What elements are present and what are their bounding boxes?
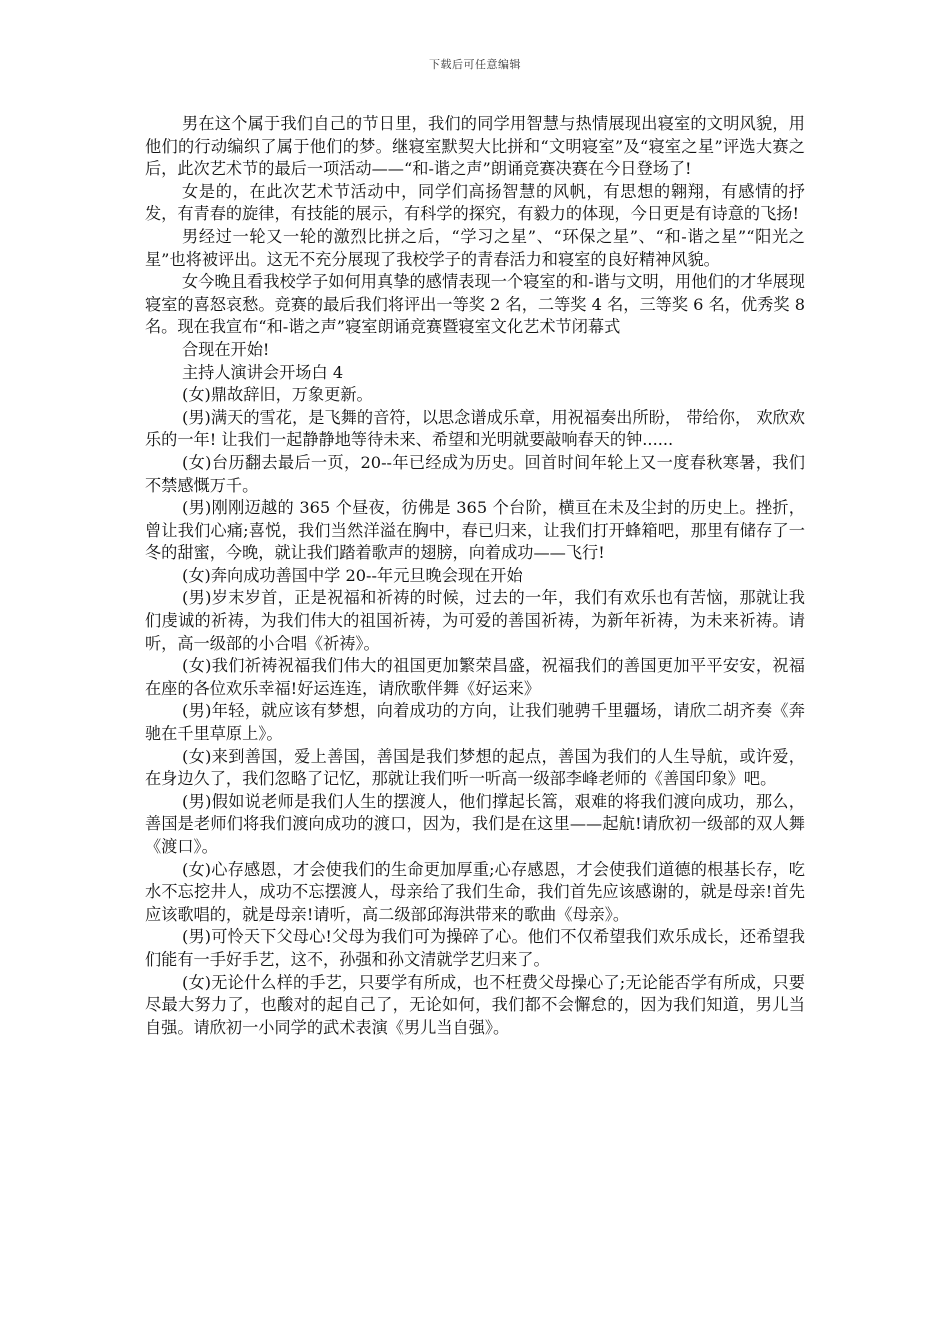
paragraph: (男)假如说老师是我们人生的摆渡人，他们撑起长篙，艰难的将我们渡向成功，那么，善国是老师们将我们渡向成功的渡口，因为，我们是在这里——起航!请欣初一级部的双人舞《渡口》。 <box>145 791 805 856</box>
paragraph: (女)我们祈祷祝福我们伟大的祖国更加繁荣昌盛，祝福我们的善国更加平平安安，祝福在座的各位欢乐幸福!好运连连，请欣歌伴舞《好运来》 <box>145 656 805 698</box>
paragraph: 女是的，在此次艺术节活动中，同学们高扬智慧的风帆，有思想的翱翔，有感情的抒发，有青春的旋律，有技能的展示，有科学的探究，有毅力的体现，今日更是有诗意的飞扬! <box>145 181 805 224</box>
paragraph: 男经过一轮又一轮的激烈比拼之后，“学习之星”、“环保之星”、“和-谐之星”“阳光之星”也将被评出。这无不充分展现了我校学子的青春活力和寝室的良好精神风貌。 <box>145 226 805 269</box>
paragraph: (男)刚刚迈越的 365 个昼夜，彷佛是 365 个台阶，横亘在未及尘封的历史上。挫折，曾让我们心痛;喜悦，我们当然洋溢在胸中，春已归来，让我们打开蜂箱吧，那里有储存了一冬的甜蜜，今晚，就让我们踏着歌声的翅膀，向着成功——飞行! <box>145 498 805 563</box>
paragraph: (男)满天的雪花，是飞舞的音符，以思念谱成乐章，用祝福奏出所盼， 带给你， 欢欣欢乐的一年! 让我们一起静静地等待未来、希望和光明就要敲响春天的钟...... <box>145 407 805 450</box>
paragraph: (女)奔向成功善国中学 20--年元旦晚会现在开始 <box>182 565 523 585</box>
paragraph: (女)来到善国，爱上善国，善国是我们梦想的起点，善国为我们的人生导航，或许爱，在身边久了，我们忽略了记忆，那就让我们听一听高一级部李峰老师的《善国印象》吧。 <box>145 746 805 789</box>
page-header: 下载后可任意编辑 <box>429 58 521 71</box>
paragraph: (男)年轻，就应该有梦想，向着成功的方向，让我们驰骋千里疆场，请欣二胡齐奏《奔驰在千里草原上》。 <box>145 701 805 744</box>
paragraph: (男)可怜天下父母心!父母为我们可为操碎了心。他们不仅希望我们欢乐成长，还希望我们能有一手好手艺，这不，孙强和孙文清就学艺归来了。 <box>145 927 805 969</box>
paragraph: 合现在开始! <box>182 339 270 359</box>
paragraph: 男在这个属于我们自己的节日里，我们的同学用智慧与热情展现出寝室的文明风貌，用他们的行动编织了属于他们的梦。继寝室默契大比拼和“文明寝室”及“寝室之星”评选大赛之后，此次艺术节的最后一项活动——“和-谐之声”朗诵竞赛决赛在今日登场了! <box>145 114 805 179</box>
paragraph-heading: 主持人演讲会开场白 4 <box>182 362 344 382</box>
document-body <box>145 113 805 1039</box>
paragraph: (女)无论什么样的手艺，只要学有所成，也不枉费父母操心了;无论能否学有所成，只要尽最大努力了，也酸对的起自己了，无论如何，我们都不会懈怠的，因为我们知道，男儿当自强。请欣初一小同学的武术表演《男儿当自强》。 <box>145 972 805 1037</box>
paragraph: (女)心存感恩，才会使我们的生命更加厚重;心存感恩，才会使我们道德的根基长存，吃水不忘挖井人，成功不忘摆渡人，母亲给了我们生命，我们首先应该感谢的，就是母亲!首先应该歌唱的，就是母亲!请听，高二级部邱海洪带来的歌曲《母亲》。 <box>145 859 805 924</box>
paragraph: (男)岁末岁首，正是祝福和祈祷的时候，过去的一年，我们有欢乐也有苦恼，那就让我们虔诚的祈祷，为我们伟大的祖国祈祷，为可爱的善国祈祷，为新年祈祷，为未来祈祷。请听，高一级部的小合唱《祈祷》。 <box>145 588 805 653</box>
paragraph: (女)台历翻去最后一页，20--年已经成为历史。回首时间年轮上又一度春秋寒暑，我们不禁感慨万千。 <box>145 452 805 495</box>
paragraph: 女今晚且看我校学子如何用真挚的感情表现一个寝室的和-谐与文明，用他们的才华展现寝室的喜怒哀愁。竞赛的最后我们将评出一等奖 2 名，二等奖 4 名，三等奖 6 名，优秀奖 8 名。现在我宣布“和-谐之声”寝室朗诵竞赛暨寝室文化艺术节闭幕式 <box>145 272 805 337</box>
paragraph: (女)鼎故辞旧，万象更新。 <box>182 385 373 405</box>
